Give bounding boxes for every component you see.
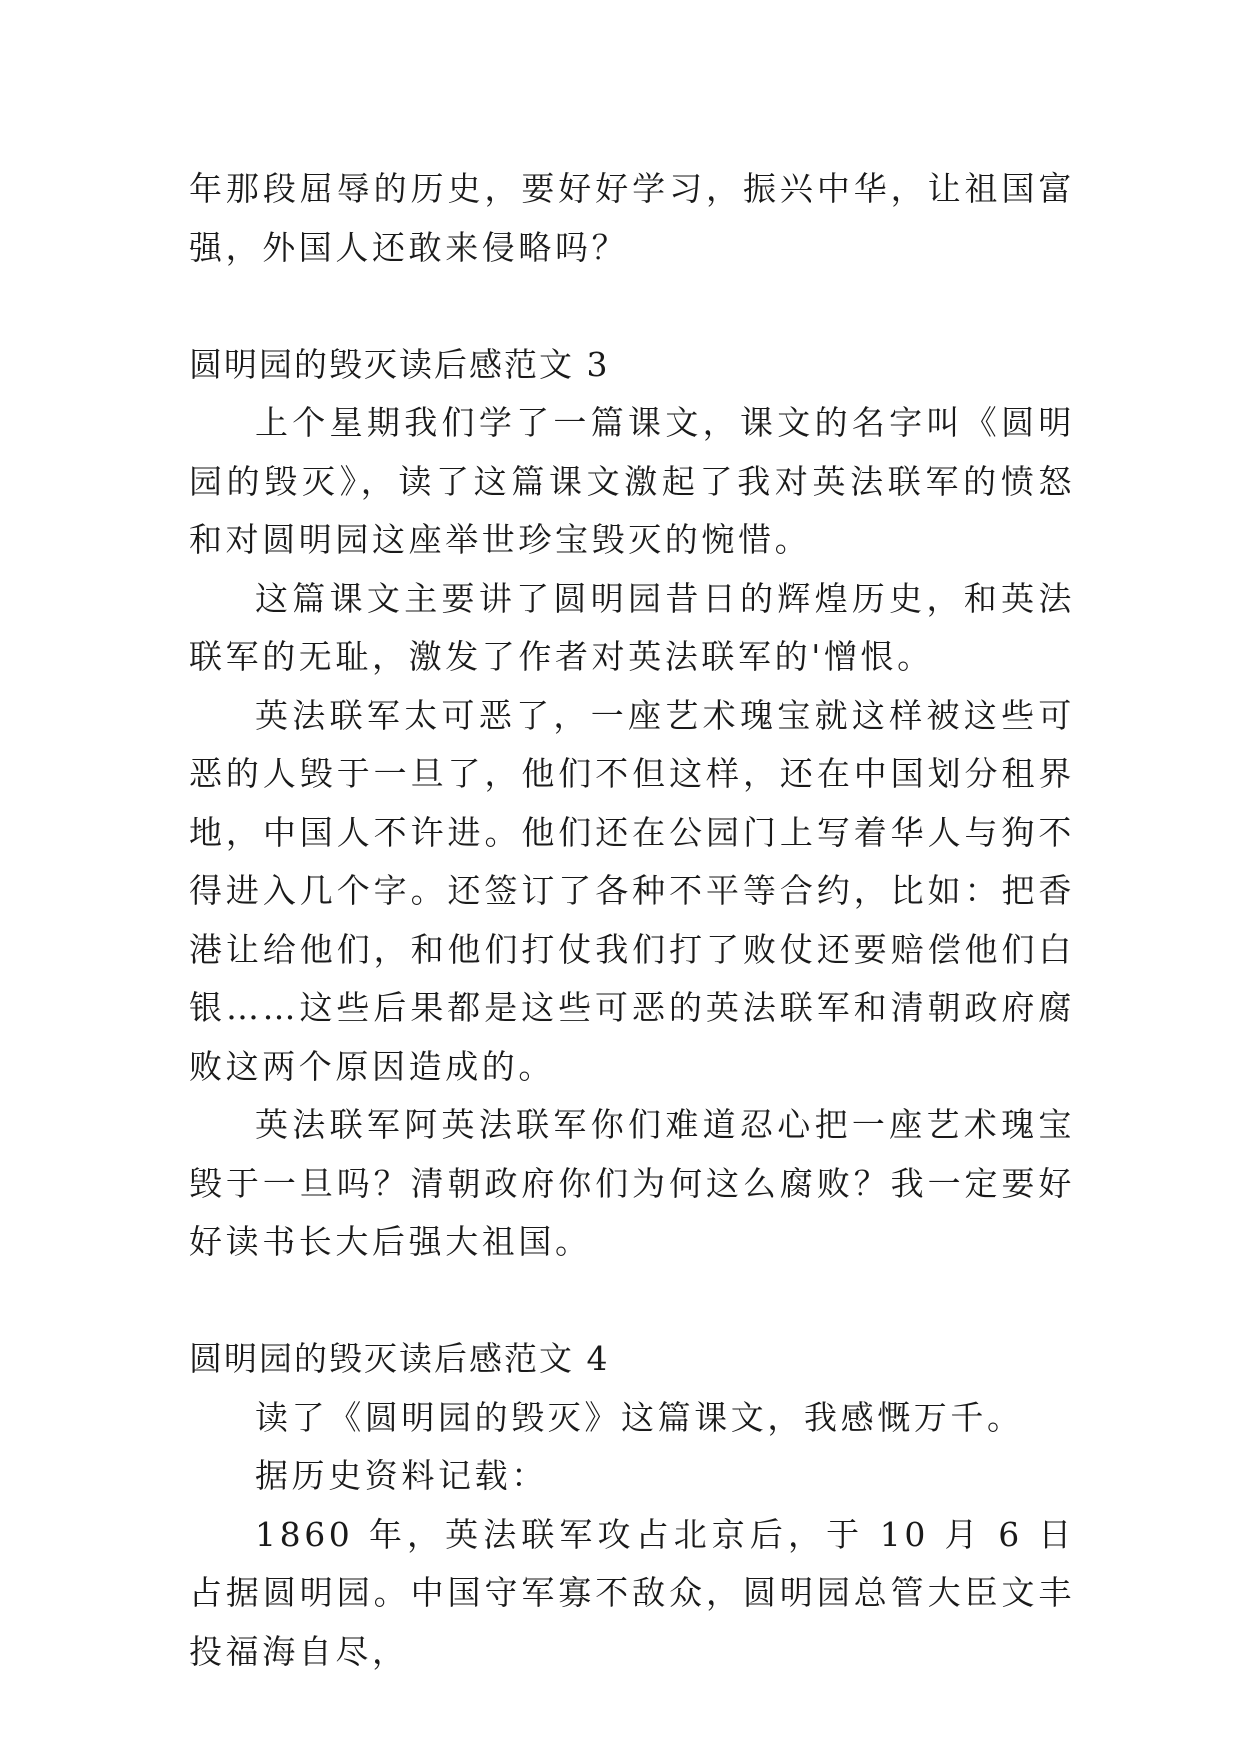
section-4-paragraph-1: 读了《圆明园的毁灭》这篇课文，我感慨万千。 <box>255 1397 1024 1437</box>
section-spacer <box>189 1272 1075 1331</box>
section-3-paragraph-1: 上个星期我们学了一篇课文，课文的名字叫《圆明园的毁灭》，读了这篇课文激起了我对英法联军的愤怒和对圆明园这座举世珍宝毁灭的惋惜。 <box>189 403 1075 559</box>
section-3-paragraph-2: 这篇课文主要讲了圆明园昔日的辉煌历史，和英法联军的无耻，激发了作者对英法联军的'憎恨。 <box>189 578 1075 676</box>
section-3-paragraph-3: 英法联军太可恶了，一座艺术瑰宝就这样被这些可恶的人毁于一旦了，他们不但这样，还在中国划分租界地，中国人不许进。他们还在公园门上写着华人与狗不得进入几个字。还签订了各种不平等合约，比如：把香港让给他们，和他们打仗我们打了败仗还要赔偿他们白银……这些后果都是这些可恶的英法联军和清朝政府腐败这两个原因造成的。 <box>189 695 1075 1086</box>
document-body <box>189 160 1075 1681</box>
section-3-title: 圆明园的毁灭读后感范文 3 <box>189 344 610 384</box>
section-4-title: 圆明园的毁灭读后感范文 4 <box>189 1339 610 1378</box>
section-4-paragraph-3: 1860 年，英法联军攻占北京后，于 10 月 6 日占据圆明园。中国守军寡不敌众，圆明园总管大臣文丰投福海自尽， <box>189 1514 1075 1671</box>
section-3-paragraph-4: 英法联军阿英法联军你们难道忍心把一座艺术瑰宝毁于一旦吗？清朝政府你们为何这么腐败？我一定要好好读书长大后强大祖国。 <box>189 1105 1075 1261</box>
continuation-paragraph: 年那段屈辱的历史，要好好学习，振兴中华，让祖国富强，外国人还敢来侵略吗？ <box>189 169 1075 267</box>
section-spacer <box>189 277 1075 336</box>
section-4-paragraph-2: 据历史资料记载： <box>255 1456 548 1495</box>
